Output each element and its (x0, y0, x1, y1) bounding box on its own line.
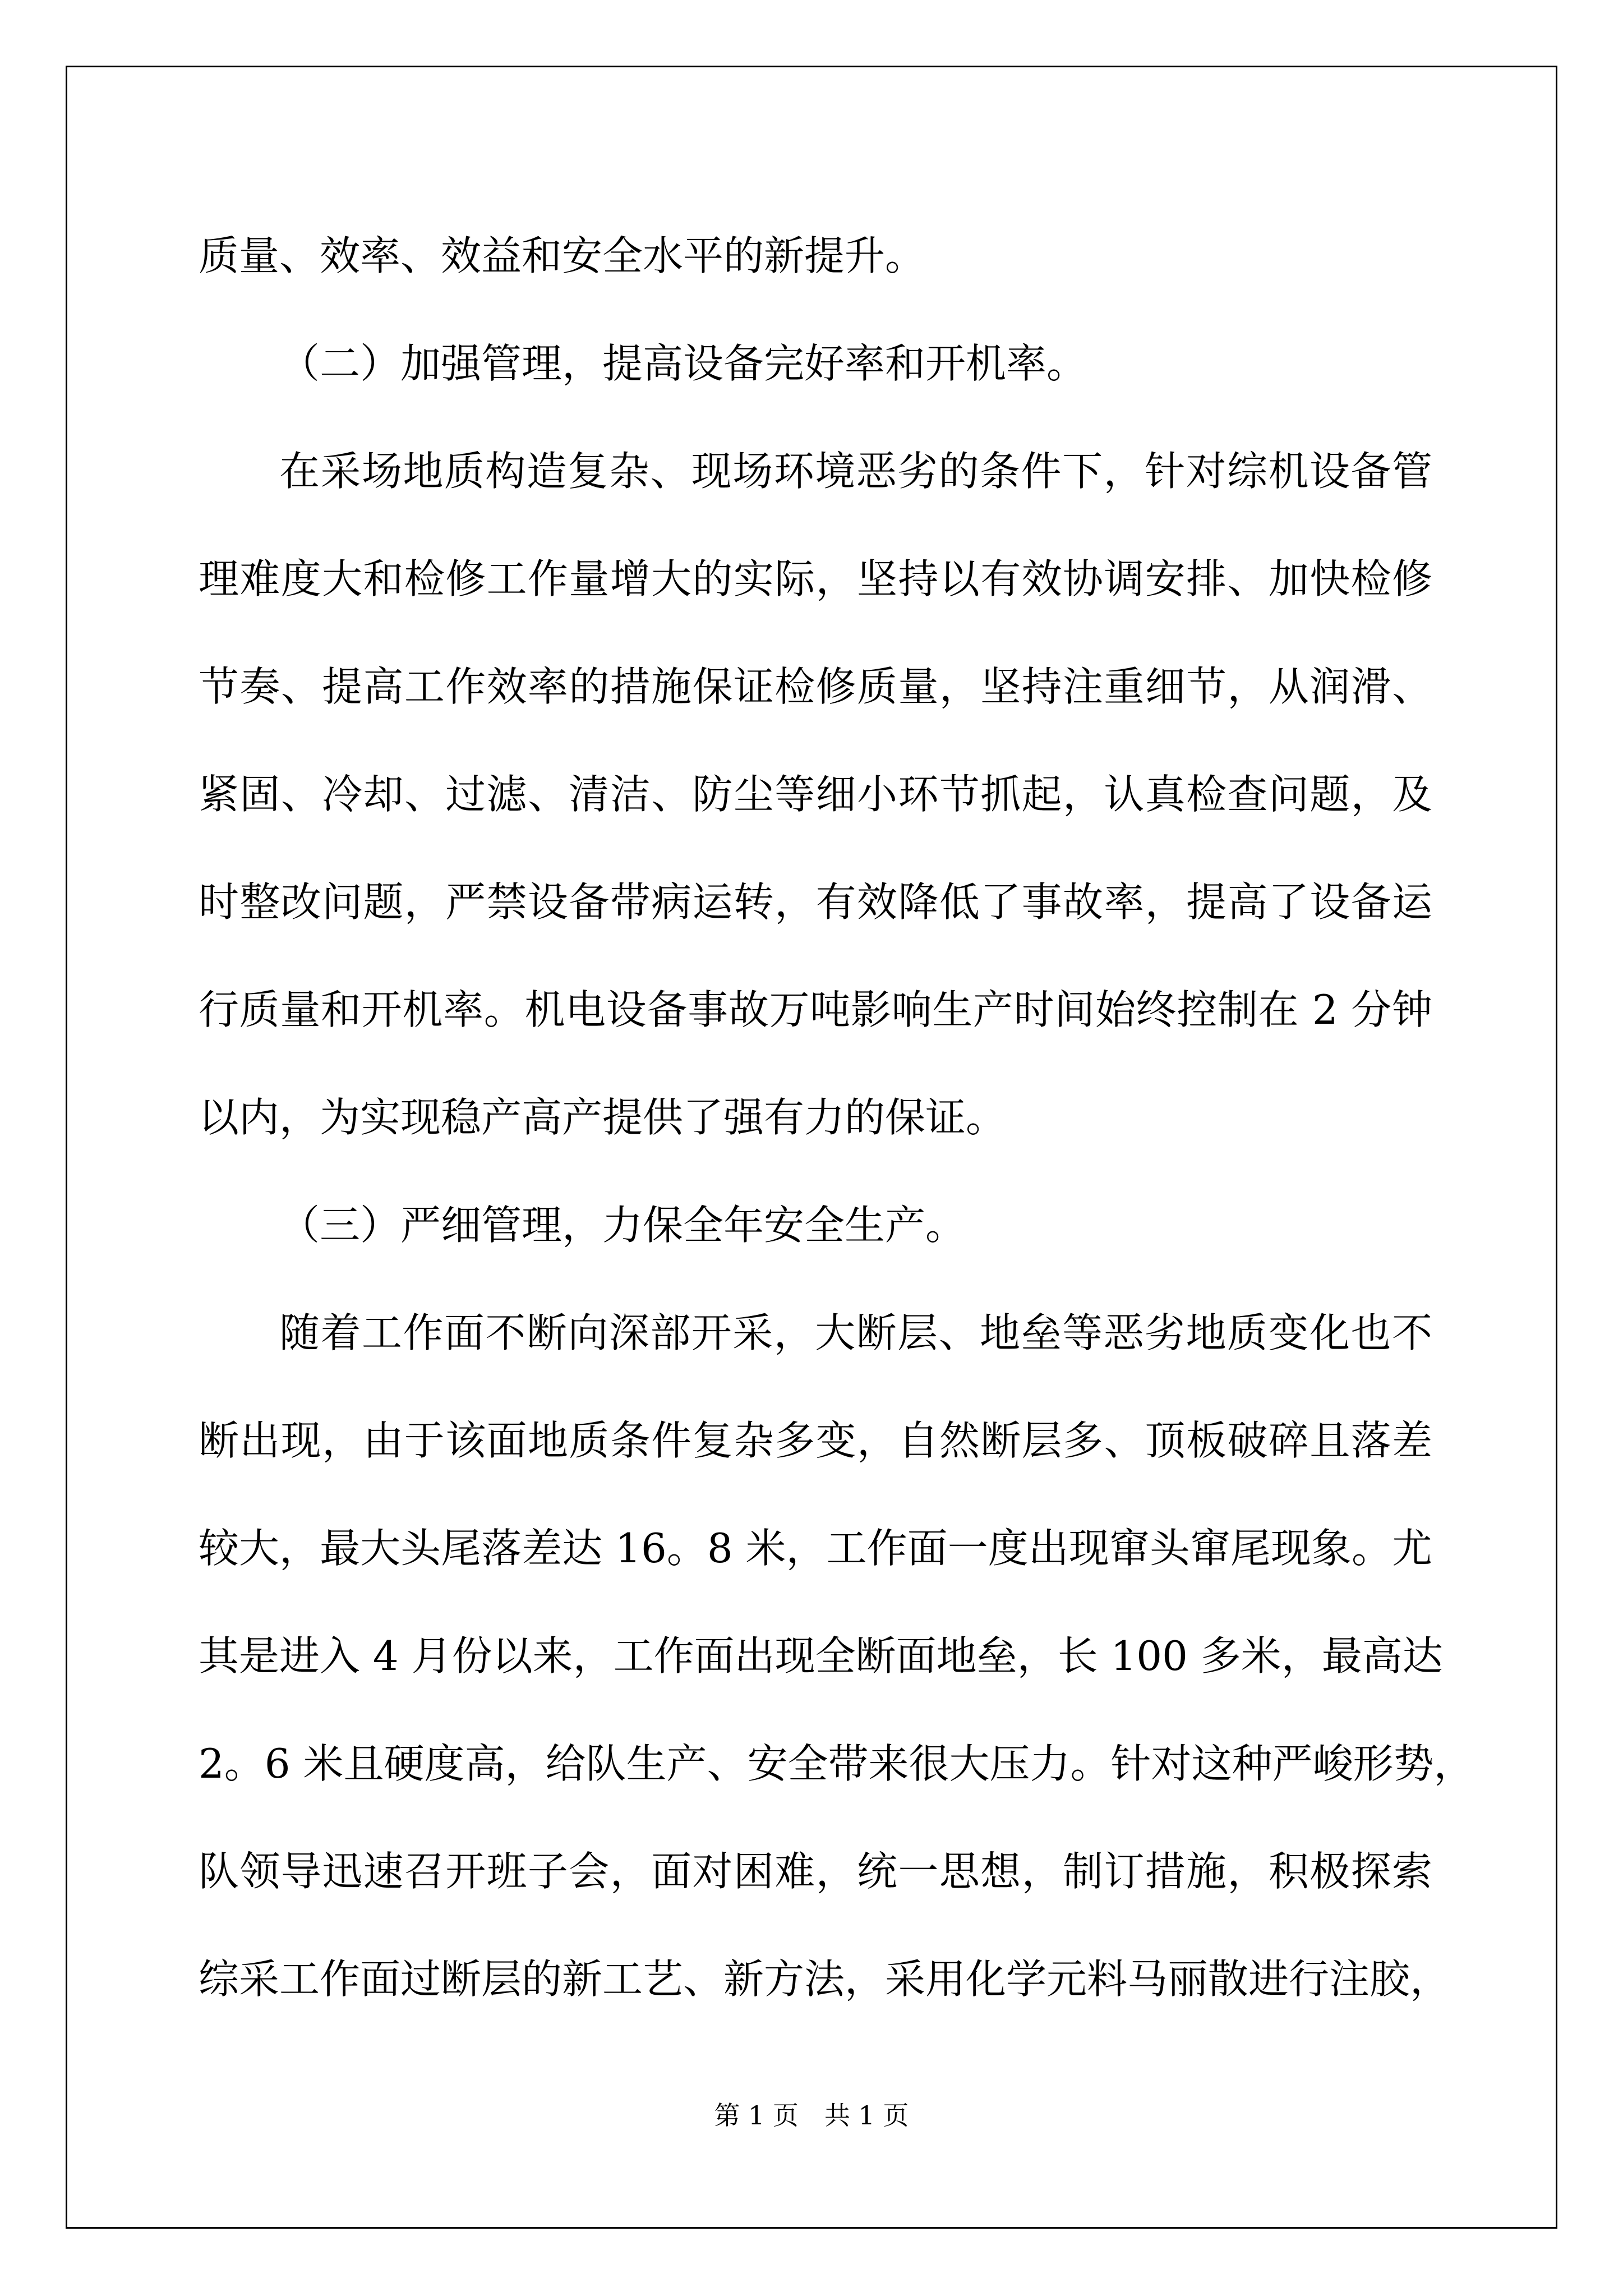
text-line: 节奏、提高工作效率的措施保证检修质量，坚持注重细节，从润滑、 (199, 663, 1432, 710)
text-line: 在采场地质构造复杂、现场环境恶劣的条件下，针对综机设备管 (279, 448, 1432, 495)
text-line: 理难度大和检修工作量增大的实际，坚持以有效协调安排、加快检修 (199, 555, 1432, 602)
text-line: 质量、效率、效益和安全水平的新提升。 (199, 232, 926, 279)
text-line: 较大，最大头尾落差达 16。8 米，工作面一度出现窜头窜尾现象。尤 (199, 1525, 1432, 1572)
text-line: 队领导迅速召开班子会，面对困难，统一思想，制订措施，积极探索 (199, 1848, 1432, 1895)
text-line: 行质量和开机率。机电设备事故万吨影响生产时间始终控制在 2 分钟 (199, 986, 1432, 1033)
document-body (199, 202, 1474, 2033)
section-heading: （三）严细管理，力保全年安全生产。 (279, 1202, 966, 1249)
text-line: 时整改问题，严禁设备带病运转，有效降低了事故率，提高了设备运 (199, 878, 1432, 926)
text-line: 随着工作面不断向深部开采，大断层、地垒等恶劣地质变化也不 (279, 1309, 1432, 1356)
text-line: 断出现，由于该面地质条件复杂多变，自然断层多、顶板破碎且落差 (199, 1417, 1432, 1464)
text-line: 2。6 米且硬度高，给队生产、安全带来很大压力。针对这种严峻形势， (199, 1740, 1474, 1787)
text-line: 其是进入 4 月份以来，工作面出现全断面地垒，长 100 多米，最高达 (199, 1632, 1443, 1680)
text-line: 以内，为实现稳产高产提供了强有力的保证。 (199, 1094, 1007, 1141)
page-footer: 第 1 页 共 1 页 (714, 2100, 909, 2131)
section-heading: （二）加强管理，提高设备完好率和开机率。 (279, 340, 1087, 387)
text-line: 紧固、冷却、过滤、清洁、防尘等细小环节抓起，认真检查问题，及 (199, 771, 1432, 818)
text-line: 综采工作面过断层的新工艺、新方法，采用化学元料马丽散进行注胶， (199, 1955, 1451, 2003)
